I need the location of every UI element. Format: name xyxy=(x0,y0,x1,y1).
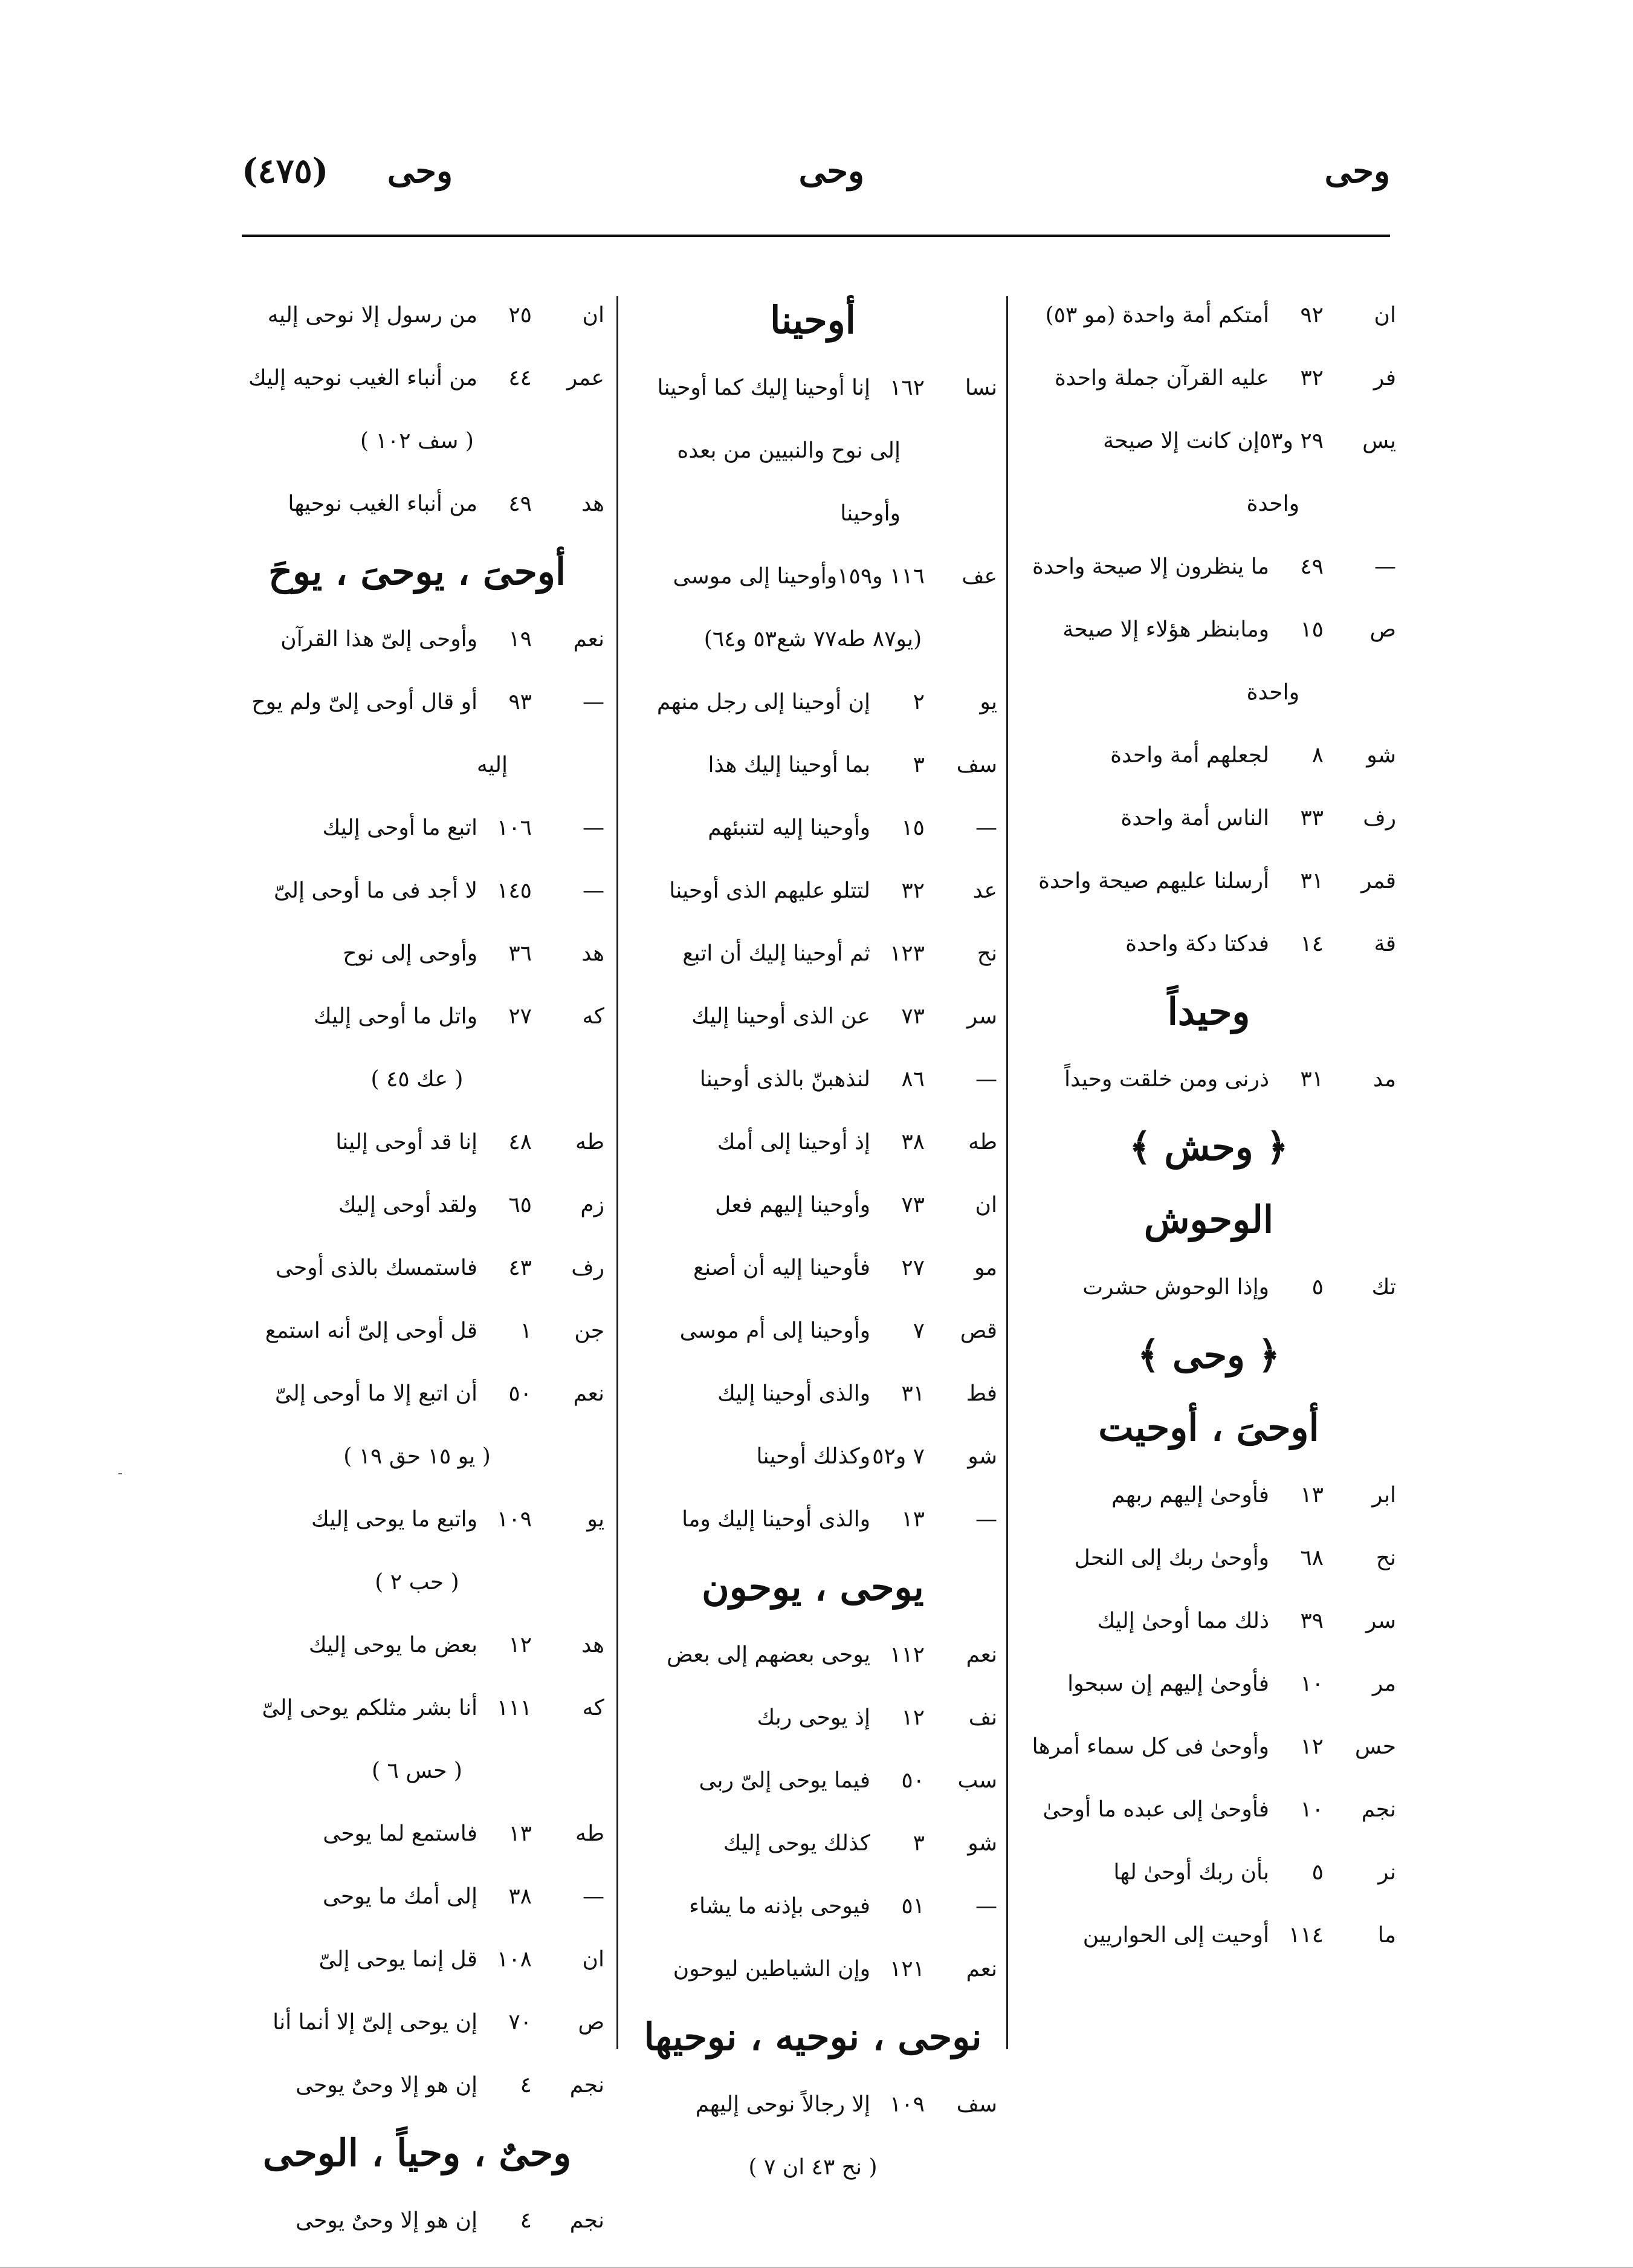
verse-fragment: وأوحينا إلى أم موسى xyxy=(679,1318,870,1343)
ayah-number: ٣٢ xyxy=(901,878,925,903)
surah-abbrev: ان xyxy=(582,1947,604,1972)
surah-abbrev: تك xyxy=(1371,1275,1396,1300)
verse-fragment: وأوحينا إلى موسى xyxy=(673,564,838,589)
surah-abbrev: يو xyxy=(587,1507,604,1532)
surah-abbrev: سر xyxy=(1365,1609,1396,1633)
ayah-number: ١٤٥ xyxy=(496,878,532,903)
concordance-entry xyxy=(629,797,997,860)
verse-fragment: إن هو إلا وحىٌ يوحى xyxy=(296,2073,477,2098)
concordance-entry xyxy=(629,1237,997,1300)
verse-fragment: لتتلو عليهم الذى أوحينا xyxy=(669,878,870,903)
ayah-number: ٥٠ xyxy=(901,1768,925,1793)
ayah-number: ٣٨ xyxy=(508,1884,532,1909)
concordance-entry xyxy=(230,797,604,860)
surah-abbrev: عمر xyxy=(566,366,604,390)
verse-fragment: وإن الشياطين ليوحون xyxy=(673,1957,870,1981)
verse-fragment: أو قال أوحى إلىّ ولم يوح xyxy=(251,690,477,714)
verse-fragment: أن اتبع إلا ما أوحى إلىّ xyxy=(274,1381,477,1406)
ayah-number: ٥ xyxy=(1311,1860,1324,1885)
ayah-number: ١٣ xyxy=(1300,1483,1324,1508)
concordance-entry xyxy=(629,1425,997,1488)
verse-fragment: إن كانت إلا صيحة xyxy=(1103,429,1260,453)
header-left-group xyxy=(242,151,453,191)
verse-fragment: وأوحينا إليه لتنبئهم xyxy=(708,815,870,840)
verse-fragment: قل إنما يوحى إلىّ xyxy=(319,1947,477,1972)
verse-fragment: فيوحى بإذنه ما يشاء xyxy=(689,1894,870,1919)
verse-fragment: ولقد أوحى إليك xyxy=(338,1193,477,1217)
surah-abbrev: قة xyxy=(1374,932,1396,956)
verse-fragment: اتبع ما أوحى إليك xyxy=(322,815,477,840)
concordance-entry xyxy=(230,1362,604,1425)
concordance-entry xyxy=(629,545,997,608)
verse-continuation: واحدة xyxy=(1246,491,1299,516)
verse-fragment: فأوحىٰ إليهم إن سبحوا xyxy=(1067,1671,1269,1696)
surah-abbrev: — xyxy=(975,815,997,840)
entry-heading: ﴿ وحش ﴾ xyxy=(1129,1125,1289,1169)
concordance-entry xyxy=(629,1300,997,1362)
surah-abbrev: فر xyxy=(1373,366,1396,390)
verse-fragment: وأوحىٰ ربك إلى النحل xyxy=(1074,1546,1269,1570)
surah-abbrev: ان xyxy=(975,1193,997,1217)
concordance-entry xyxy=(230,1865,604,1928)
entry-heading: يوحى ، يوحون xyxy=(702,1565,924,1609)
ayah-number: ١٠٩ xyxy=(889,2092,925,2117)
ayah-number: ١٠٨ xyxy=(496,1947,532,1972)
entry-heading: أوحينا xyxy=(770,298,856,342)
concordance-entry xyxy=(629,734,997,797)
verse-fragment: إذ أوحينا إلى أمك xyxy=(717,1130,870,1155)
verse-fragment: وكذلك أوحينا xyxy=(756,1444,870,1469)
header-rule xyxy=(242,235,1390,237)
surah-abbrev: ص xyxy=(1369,617,1396,642)
concordance-entry xyxy=(1021,1653,1396,1716)
verse-fragment: أرسلنا عليهم صيحة واحدة xyxy=(1038,869,1269,893)
concordance-entry xyxy=(230,1488,604,1551)
cross-reference: ( يو ١٥ حق ١٩ ) xyxy=(343,1444,491,1469)
concordance-entry xyxy=(1021,347,1396,410)
ayah-number: ٢٧ xyxy=(901,1256,925,1280)
verse-fragment: من رسول إلا نوحى إليه xyxy=(267,303,477,328)
surah-abbrev: حس xyxy=(1354,1734,1396,1759)
ayah-number: ١٣ xyxy=(508,1821,532,1846)
surah-abbrev: نف xyxy=(968,1705,997,1730)
surah-abbrev: مو xyxy=(974,1256,997,1280)
header-keyword-right: وحى xyxy=(1324,151,1390,191)
verse-fragment: من أنباء الغيب نوحيه إليك xyxy=(248,366,477,390)
verse-fragment: ذلك مما أوحىٰ إليك xyxy=(1097,1609,1269,1633)
ayah-number: ١٢١ xyxy=(889,1957,925,1981)
concordance-entry xyxy=(629,860,997,922)
surah-abbrev: ما xyxy=(1377,1923,1396,1948)
verse-fragment: وأوحينا إليهم فعل xyxy=(715,1193,870,1217)
surah-abbrev: قص xyxy=(960,1318,997,1343)
ayah-number: ١٩ xyxy=(508,627,532,652)
verse-fragment: بعض ما يوحى إليك xyxy=(308,1633,477,1657)
concordance-entry xyxy=(230,1803,604,1865)
verse-fragment: كذلك يوحى إليك xyxy=(723,1831,870,1856)
column-right xyxy=(1021,284,1396,1967)
ayah-number: ٣ xyxy=(913,1831,925,1856)
surah-abbrev: — xyxy=(1374,554,1396,579)
surah-abbrev: سب xyxy=(957,1768,997,1793)
ayah-number: ٣٦ xyxy=(508,941,532,966)
ayah-number: ١ xyxy=(520,1318,532,1343)
column-divider xyxy=(616,296,618,2049)
ayah-number: ١٢ xyxy=(1300,1734,1324,1759)
ayah-number: ١٠ xyxy=(1300,1671,1324,1696)
verse-fragment: وأوحىٰ فى كل سماء أمرها xyxy=(1032,1734,1269,1759)
verse-fragment: الناس أمة واحدة xyxy=(1120,806,1269,831)
verse-fragment: فيما يوحى إلىّ ربى xyxy=(699,1768,870,1793)
surah-abbrev: طه xyxy=(968,1130,997,1155)
ayah-number: ٥١ xyxy=(901,1894,925,1919)
verse-fragment: إن هو إلا وحىٌ يوحى xyxy=(296,2208,477,2233)
ayah-number: ٢٥ xyxy=(508,303,532,328)
verse-fragment: أمتكم أمة واحدة (مو ٥٣) xyxy=(1045,303,1269,328)
entry-heading: وحيداً xyxy=(1167,990,1250,1034)
concordance-entry xyxy=(230,922,604,985)
surah-abbrev: هد xyxy=(581,1633,604,1657)
surah-abbrev: هد xyxy=(581,491,604,516)
concordance-entry xyxy=(230,671,604,734)
surah-abbrev: شو xyxy=(968,1444,997,1469)
verse-fragment: فاستمع لما يوحى xyxy=(323,1821,477,1846)
ayah-number: ٧ و٥٢ xyxy=(872,1444,925,1469)
verse-fragment: بأن ربك أوحىٰ لها xyxy=(1113,1860,1269,1885)
verse-fragment: وأوحى إلى نوح xyxy=(343,941,477,966)
concordance-entry xyxy=(1021,1464,1396,1527)
surah-abbrev: طه xyxy=(575,1821,604,1846)
verse-fragment: إنا قد أوحى إلينا xyxy=(335,1130,477,1155)
entry-heading: الوحوش xyxy=(1143,1197,1274,1242)
concordance-entry xyxy=(1021,1590,1396,1653)
cross-reference: ( عك ٤٥ ) xyxy=(370,1067,464,1092)
concordance-entry xyxy=(629,2073,997,2136)
surah-abbrev: نجم xyxy=(1361,1797,1396,1822)
concordance-entry xyxy=(1021,284,1396,347)
concordance-entry xyxy=(230,284,604,347)
surah-abbrev: نعم xyxy=(966,1642,997,1667)
concordance-entry xyxy=(230,473,604,536)
concordance-entry xyxy=(1021,1904,1396,1967)
ayah-number: ٩٣ xyxy=(508,690,532,714)
concordance-entry xyxy=(629,1624,997,1686)
verse-fragment: واتل ما أوحى إليك xyxy=(313,1004,477,1029)
concordance-entry xyxy=(629,671,997,734)
cross-reference: ( سف ١٠٢ ) xyxy=(360,429,474,453)
verse-fragment: إذ يوحى ربك xyxy=(757,1705,870,1730)
ayah-number: ١٢ xyxy=(901,1705,925,1730)
concordance-entry xyxy=(629,985,997,1048)
ayah-number: ٣١ xyxy=(1300,869,1324,893)
ayah-number: ٧٣ xyxy=(901,1004,925,1029)
verse-fragment: والذى أوحينا إليك وما xyxy=(682,1507,870,1532)
concordance-entry xyxy=(629,1048,997,1111)
surah-abbrev: مد xyxy=(1373,1067,1396,1092)
verse-fragment: فدكتا دكة واحدة xyxy=(1125,932,1269,956)
ayah-number: ٦٥ xyxy=(508,1193,532,1217)
concordance-entry xyxy=(1021,1256,1396,1319)
ayah-number: ٥٠ xyxy=(508,1381,532,1406)
surah-abbrev: قمر xyxy=(1361,869,1396,893)
surah-abbrev: ان xyxy=(582,303,604,328)
concordance-entry xyxy=(230,608,604,671)
surah-abbrev: عف xyxy=(962,564,997,589)
ayah-number: ٤٩ xyxy=(508,491,532,516)
entry-heading: نوحى ، نوحيه ، نوحيها xyxy=(644,2015,982,2059)
cross-reference: ( حب ٢ ) xyxy=(375,1570,459,1595)
verse-fragment: أوحيت إلى الحواريين xyxy=(1082,1923,1269,1948)
verse-fragment: ومابنظر هؤلاء إلا صيحة xyxy=(1062,617,1269,642)
concordance-entry xyxy=(1021,536,1396,598)
verse-fragment: فأوحينا إليه أن أصنع xyxy=(693,1256,870,1280)
surah-abbrev: — xyxy=(975,1507,997,1532)
ayah-number: ٨٦ xyxy=(901,1067,925,1092)
surah-abbrev: نعم xyxy=(573,1381,604,1406)
ayah-number: ٢٧ xyxy=(508,1004,532,1029)
ayah-number: ٤ xyxy=(520,2073,532,2098)
verse-fragment: إلا رجالاً نوحى إليهم xyxy=(695,2092,870,2117)
surah-abbrev: نعم xyxy=(966,1957,997,1981)
surah-abbrev: ان xyxy=(1374,303,1396,328)
ayah-number: ١٥ xyxy=(1300,617,1324,642)
concordance-entry xyxy=(230,1991,604,2054)
concordance-entry xyxy=(629,1174,997,1237)
ayah-number: ٧ xyxy=(913,1318,925,1343)
page-header xyxy=(242,151,1390,212)
surah-abbrev: كه xyxy=(582,1696,604,1720)
cross-reference: ( نح ٤٣ ان ٧ ) xyxy=(748,2155,878,2180)
surah-abbrev: زم xyxy=(580,1193,604,1217)
concordance-entry xyxy=(230,985,604,1048)
surah-abbrev: — xyxy=(583,815,604,840)
surah-abbrev: نجم xyxy=(569,2208,604,2233)
ayah-number: ٤٤ xyxy=(508,366,532,390)
concordance-entry xyxy=(230,1677,604,1740)
concordance-entry xyxy=(1021,913,1396,976)
column-center xyxy=(629,284,997,2199)
column-divider xyxy=(1006,296,1008,2049)
concordance-entry xyxy=(230,2054,604,2117)
verse-fragment: عليه القرآن جملة واحدة xyxy=(1054,366,1269,390)
ayah-number: ٤٩ xyxy=(1300,554,1324,579)
cross-reference: ( حس ٦ ) xyxy=(372,1758,462,1783)
concordance-entry xyxy=(230,347,604,410)
ayah-number: ٨ xyxy=(1311,743,1324,768)
concordance-entry xyxy=(629,357,997,420)
concordance-entry xyxy=(230,1614,604,1677)
verse-fragment: ذرنى ومن خلقت وحيداً xyxy=(1064,1067,1269,1092)
verse-fragment: إن يوحى إلىّ إلا أنما أنا xyxy=(273,2010,477,2035)
surah-abbrev: نسا xyxy=(965,375,997,400)
ayah-number: ٣٨ xyxy=(901,1130,925,1155)
ayah-number: ٣١ xyxy=(1300,1067,1324,1092)
verse-fragment: واتبع ما يوحى إليك xyxy=(311,1507,477,1532)
ayah-number: ٣١ xyxy=(901,1381,925,1406)
verse-fragment: عن الذى أوحينا إليك xyxy=(691,1004,870,1029)
verse-continuation: إليه xyxy=(476,753,508,777)
surah-abbrev: هد xyxy=(581,941,604,966)
concordance-entry xyxy=(629,1938,997,2001)
surah-abbrev: عد xyxy=(972,878,997,903)
ayah-number: ١٢ xyxy=(508,1633,532,1657)
surah-abbrev: فط xyxy=(966,1381,997,1406)
surah-abbrev: نجم xyxy=(569,2073,604,2098)
concordance-entry xyxy=(1021,1048,1396,1111)
ayah-number: ٣٢ xyxy=(1300,366,1324,390)
concordance-entry xyxy=(230,860,604,922)
ayah-number: ٣ xyxy=(913,753,925,777)
concordance-entry xyxy=(629,1686,997,1749)
verse-continuation: واحدة xyxy=(1246,680,1299,705)
ayah-number: ١٣ xyxy=(901,1507,925,1532)
ayah-number: ٧٣ xyxy=(901,1193,925,1217)
ayah-number: ١٥ xyxy=(901,815,925,840)
ayah-number: ١١٦ و١٥٩ xyxy=(837,564,925,589)
entry-heading: وحىٌ ، وحياً ، الوحى xyxy=(262,2131,572,2175)
ayah-number: ٣٣ xyxy=(1300,806,1324,831)
concordance-entry xyxy=(629,1812,997,1875)
surah-abbrev: شو xyxy=(968,1831,997,1856)
surah-abbrev: سف xyxy=(956,753,997,777)
ayah-number: ٩٢ xyxy=(1300,303,1324,328)
concordance-entry xyxy=(629,1488,997,1551)
concordance-entry xyxy=(629,1875,997,1938)
surah-abbrev: سر xyxy=(966,1004,997,1029)
surah-abbrev: مر xyxy=(1372,1671,1396,1696)
surah-abbrev: نح xyxy=(977,941,997,966)
column-left xyxy=(230,284,604,2252)
concordance-entry xyxy=(1021,1716,1396,1778)
verse-fragment: إن أوحينا إلى رجل منهم xyxy=(656,690,870,714)
concordance-entry xyxy=(629,922,997,985)
surah-abbrev: شو xyxy=(1366,743,1396,768)
ayah-number: ١١٢ xyxy=(889,1642,925,1667)
verse-fragment: لنذهبنّ بالذى أوحينا xyxy=(699,1067,870,1092)
header-keyword-center: وحى xyxy=(798,151,864,191)
surah-abbrev: طه xyxy=(575,1130,604,1155)
concordance-entry xyxy=(1021,1778,1396,1841)
concordance-entry xyxy=(1021,1841,1396,1904)
concordance-entry xyxy=(1021,598,1396,661)
ayah-number: ١٠٦ xyxy=(496,815,532,840)
ayah-number: ٧٠ xyxy=(508,2010,532,2035)
concordance-entry xyxy=(1021,1527,1396,1590)
verse-fragment: أنا بشر مثلكم يوحى إلىّ xyxy=(262,1696,477,1720)
concordance-entry xyxy=(629,1111,997,1174)
ayah-number: ٣٩ xyxy=(1300,1609,1324,1633)
verse-fragment: من أنباء الغيب نوحيها xyxy=(288,491,477,516)
verse-continuation: وأوحينا xyxy=(840,501,901,526)
surah-abbrev: يو xyxy=(980,690,997,714)
ayah-number: ١١١ xyxy=(496,1696,532,1720)
concordance-entry xyxy=(629,1362,997,1425)
concordance-entry xyxy=(1021,850,1396,913)
surah-abbrev: نعم xyxy=(573,627,604,652)
surah-abbrev: — xyxy=(975,1894,997,1919)
cross-reference: (يو٨٧ طه٧٧ شع٥٣ و٦٤) xyxy=(703,627,922,652)
concordance-entry xyxy=(1021,787,1396,850)
page-number: (٤٧٥) xyxy=(242,151,329,191)
verse-fragment: والذى أوحينا إليك xyxy=(717,1381,870,1406)
concordance-entry xyxy=(1021,724,1396,787)
verse-fragment: لا أجد فى ما أوحى إلىّ xyxy=(274,878,477,903)
verse-fragment: إلى أمك ما يوحى xyxy=(322,1884,477,1909)
ayah-number: ٤ xyxy=(520,2208,532,2233)
verse-fragment: لجعلهم أمة واحدة xyxy=(1110,743,1269,768)
ayah-number: ١٠٩ xyxy=(496,1507,532,1532)
concordance-entry xyxy=(230,2189,604,2252)
surah-abbrev: نح xyxy=(1376,1546,1396,1570)
surah-abbrev: — xyxy=(583,1884,604,1909)
surah-abbrev: جن xyxy=(574,1318,604,1343)
verse-fragment: إنا أوحينا إليك كما أوحينا xyxy=(657,375,870,400)
surah-abbrev: — xyxy=(583,878,604,903)
ayah-number: ١١٤ xyxy=(1288,1923,1324,1948)
surah-abbrev: — xyxy=(975,1067,997,1092)
concordance-entry xyxy=(629,1749,997,1812)
surah-abbrev: سف xyxy=(956,2092,997,2117)
verse-fragment: وإذا الوحوش حشرت xyxy=(1082,1275,1269,1300)
verse-continuation: إلى نوح والنبيين من بعده xyxy=(677,438,901,463)
stray-mark: ـ xyxy=(118,1463,122,1477)
ayah-number: ٢ xyxy=(913,690,925,714)
concordance-entry xyxy=(1021,410,1396,473)
verse-fragment: قل أوحى إلىّ أنه استمع xyxy=(265,1318,477,1343)
ayah-number: ١٠ xyxy=(1300,1797,1324,1822)
ayah-number: ١٤ xyxy=(1300,932,1324,956)
surah-abbrev: يس xyxy=(1362,429,1396,453)
verse-fragment: بما أوحينا إليك هذا xyxy=(708,753,870,777)
verse-fragment: فأوحىٰ إليهم ربهم xyxy=(1111,1483,1269,1508)
surah-abbrev: كه xyxy=(582,1004,604,1029)
surah-abbrev: — xyxy=(583,690,604,714)
ayah-number: ٦٨ xyxy=(1300,1546,1324,1570)
verse-fragment: ثم أوحينا إليك أن اتبع xyxy=(682,941,870,966)
ayah-number: ٤٣ xyxy=(508,1256,532,1280)
ayah-number: ٤٨ xyxy=(508,1130,532,1155)
surah-abbrev: ابر xyxy=(1372,1483,1396,1508)
entry-heading: أوحىَ ، يوحىَ ، يوحَ xyxy=(268,549,566,594)
concordance-entry xyxy=(230,1300,604,1362)
ayah-number: ١٦٢ xyxy=(889,375,925,400)
ayah-number: ٥ xyxy=(1311,1275,1324,1300)
concordance-entry xyxy=(230,1111,604,1174)
surah-abbrev: ص xyxy=(578,2010,604,2035)
surah-abbrev: رف xyxy=(1363,806,1396,831)
verse-fragment: وأوحى إلىّ هذا القرآن xyxy=(280,627,477,652)
verse-fragment: ما ينظرون إلا صيحة واحدة xyxy=(1032,554,1269,579)
entry-heading: ﴿ وحى ﴾ xyxy=(1137,1333,1280,1377)
entry-heading: أوحىَ ، أوحيت xyxy=(1098,1405,1319,1450)
surah-abbrev: نر xyxy=(1378,1860,1396,1885)
verse-fragment: يوحى بعضهم إلى بعض xyxy=(667,1642,870,1667)
concordance-entry xyxy=(230,1174,604,1237)
surah-abbrev: رف xyxy=(571,1256,604,1280)
concordance-entry xyxy=(230,1928,604,1991)
ayah-number: ٢٩ و٥٣ xyxy=(1259,429,1324,453)
concordance-entry xyxy=(230,1237,604,1300)
verse-fragment: فاستمسك بالذى أوحى xyxy=(275,1256,477,1280)
verse-fragment: فأوحىٰ إلى عبده ما أوحىٰ xyxy=(1043,1797,1269,1822)
header-keyword-left: وحى xyxy=(387,151,453,191)
ayah-number: ١٢٣ xyxy=(889,941,925,966)
